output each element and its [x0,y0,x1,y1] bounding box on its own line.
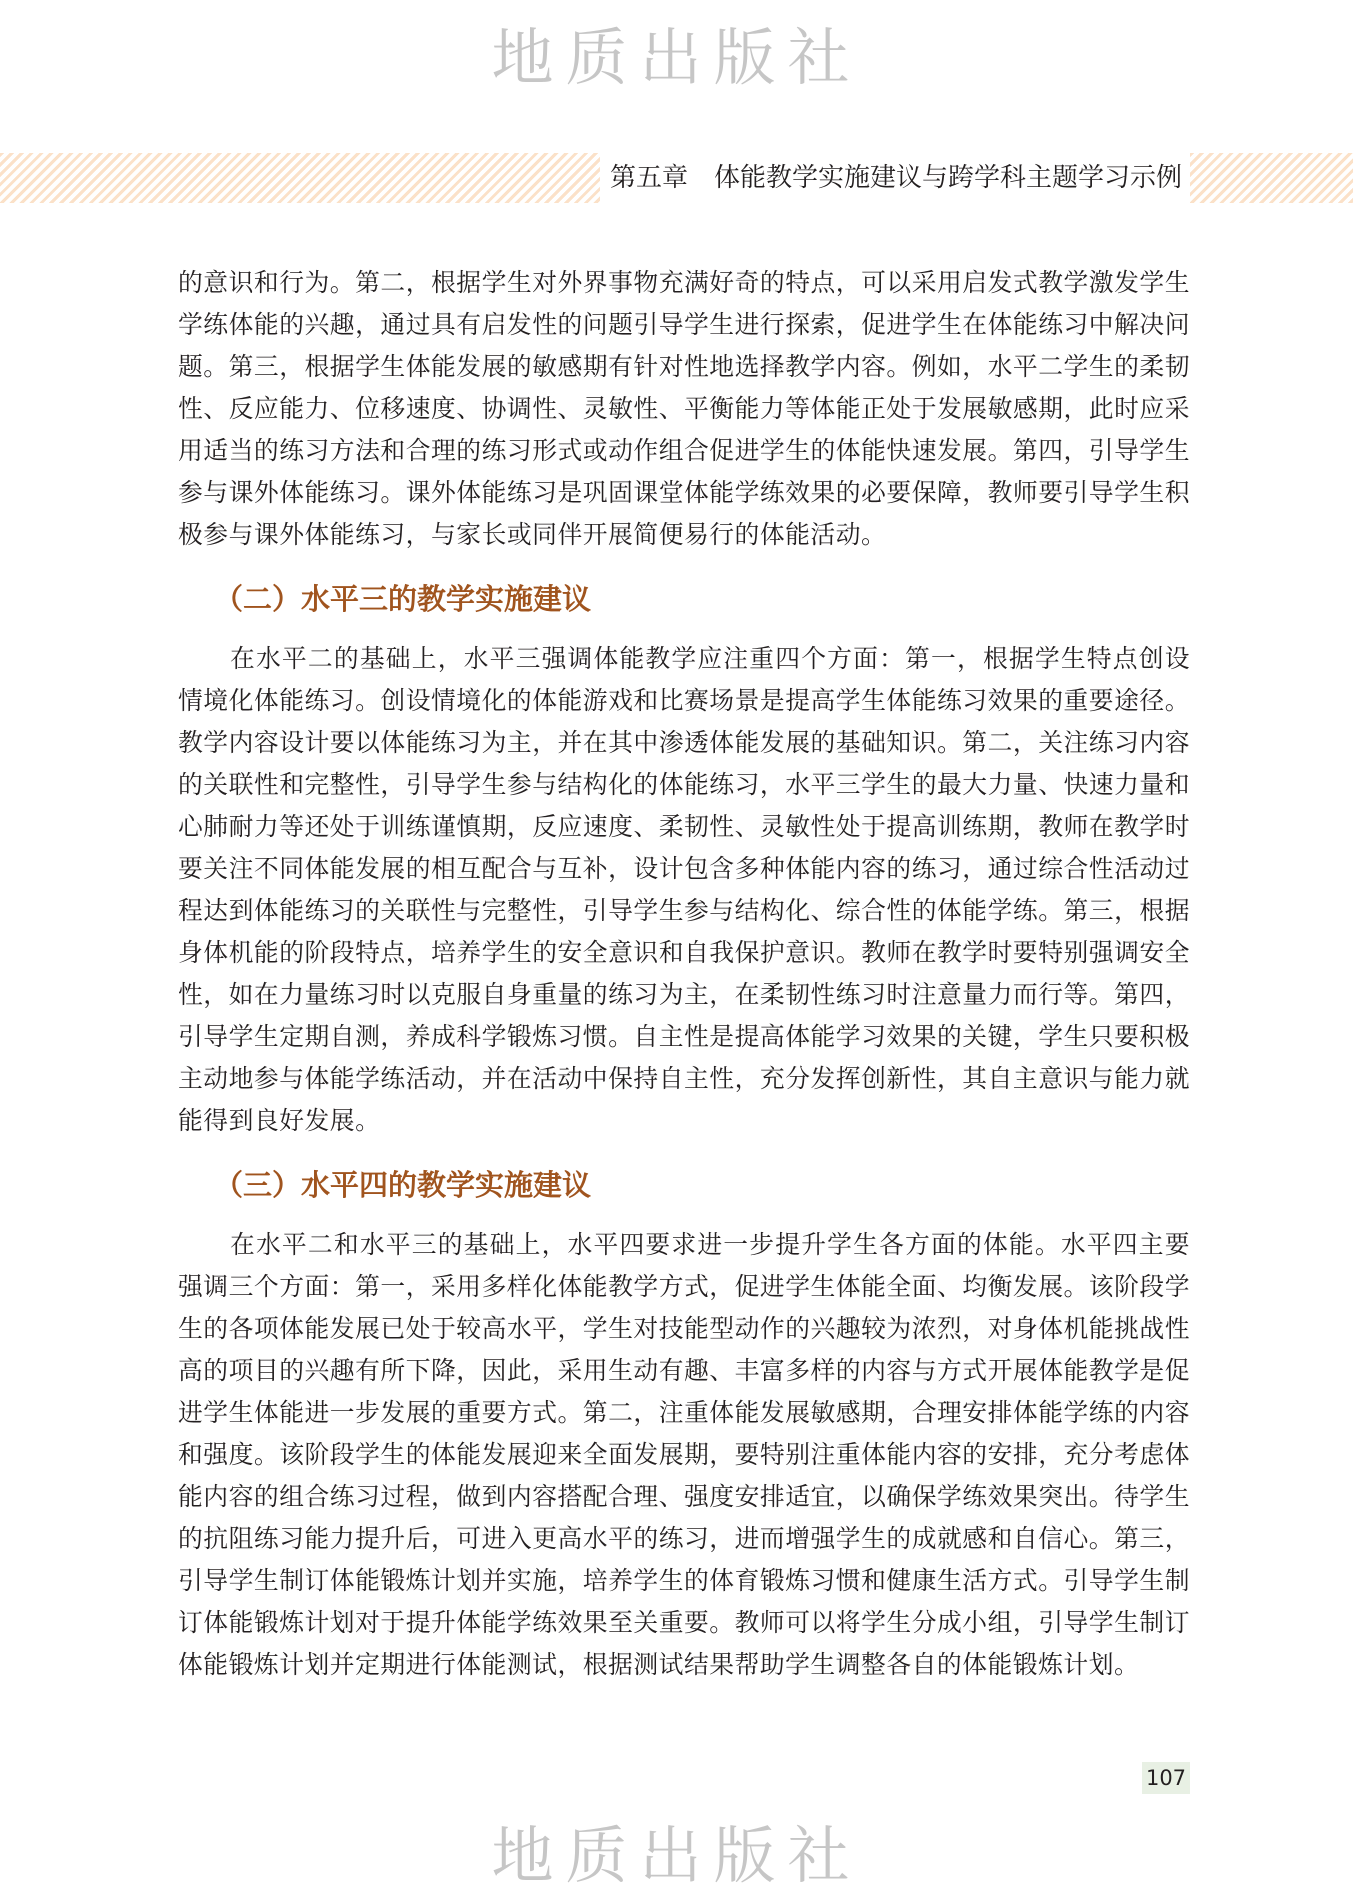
publisher-watermark-bottom: 地质出版社 [491,1819,862,1892]
main-content [178,262,1190,1686]
paragraph-level-4: 在水平二和水平三的基础上，水平四要求进一步提升学生各方面的体能。水平四主要强调三个方面：第一，采用多样化体能教学方式，促进学生体能全面、均衡发展。该阶段学生的各项体能发展已处于较高水平，学生对技能型动作的兴趣较为浓烈，对身体机能挑战性高的项目的兴趣有所下降，因此，采用生动有趣、丰富多样的内容与方式开展体能教学是促进学生体能进一步发展的重要方式。第二，注重体能发展敏感期，合理安排体能学练的内容和强度。该阶段学生的体能发展迎来全面发展期，要特别注重体能内容的安排，充分考虑体能内容的组合练习过程，做到内容搭配合理、强度安排适宜，以确保学练效果突出。待学生的抗阻练习能力提升后，可进入更高水平的练习，进而增强学生的成就感和自信心。第三，引导学生制订体能锻炼计划并实施，培养学生的体育锻炼习惯和健康生活方式。引导学生制订体能锻炼计划对于提升体能学练效果至关重要。教师可以将学生分成小组，引导学生制订体能锻炼计划并定期进行体能测试，根据测试结果帮助学生调整各自的体能锻炼计划。 [178,1230,1190,1679]
chapter-title: 第五章 体能教学实施建议与跨学科主题学习示例 [609,163,1182,193]
section-heading-level-4: （三）水平四的教学实施建议 [214,1168,592,1202]
header-band-right [1190,153,1353,203]
paragraph-level-3: 在水平二的基础上，水平三强调体能教学应注重四个方面：第一，根据学生特点创设情境化体能练习。创设情境化的体能游戏和比赛场景是提高学生体能练习效果的重要途径。教学内容设计要以体能练习为主，并在其中渗透体能发展的基础知识。第二，关注练习内容的关联性和完整性，引导学生参与结构化的体能练习，水平三学生的最大力量、快速力量和心肺耐力等还处于训练谨慎期，反应速度、柔韧性、灵敏性处于提高训练期，教师在教学时要关注不同体能发展的相互配合与互补，设计包含多种体能内容的练习，通过综合性活动过程达到体能练习的关联性与完整性，引导学生参与结构化、综合性的体能学练。第三，根据身体机能的阶段特点，培养学生的安全意识和自我保护意识。教师在教学时要特别强调安全性，如在力量练习时以克服自身重量的练习为主，在柔韧性练习时注意量力而行等。第四，引导学生定期自测，养成科学锻炼习惯。自主性是提高体能学习效果的关键，学生只要积极主动地参与体能学练活动，并在活动中保持自主性，充分发挥创新性，其自主意识与能力就能得到良好发展。 [178,644,1190,1135]
section-heading-level-3: （二）水平三的教学实施建议 [214,582,592,616]
page-number: 107 [1142,1762,1190,1794]
header-band-left [0,153,600,203]
paragraph-continuation: 的意识和行为。第二，根据学生对外界事物充满好奇的特点，可以采用启发式教学激发学生学练体能的兴趣，通过具有启发性的问题引导学生进行探索，促进学生在体能练习中解决问题。第三，根据学生体能发展的敏感期有针对性地选择教学内容。例如，水平二学生的柔韧性、反应能力、位移速度、协调性、灵敏性、平衡能力等体能正处于发展敏感期，此时应采用适当的练习方法和合理的练习形式或动作组合促进学生的体能快速发展。第四，引导学生参与课外体能练习。课外体能练习是巩固课堂体能学练效果的必要保障，教师要引导学生积极参与课外体能练习，与家长或同伴开展简便易行的体能活动。 [178,268,1190,549]
publisher-watermark-top: 地质出版社 [491,21,862,94]
